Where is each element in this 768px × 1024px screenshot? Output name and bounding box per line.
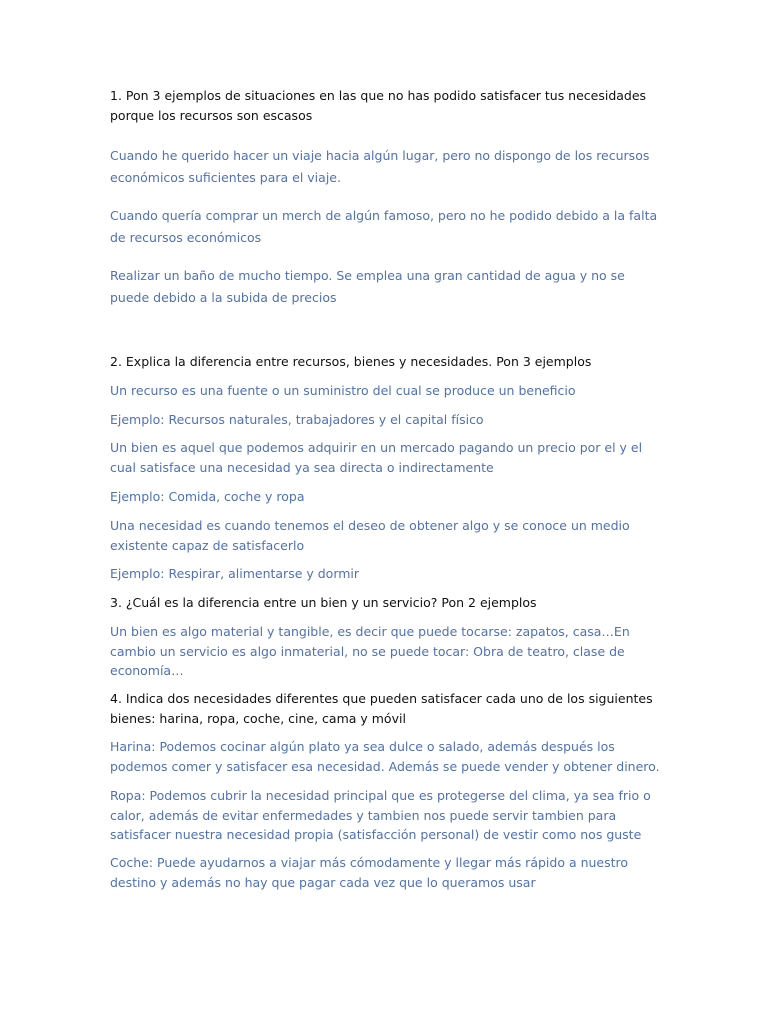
answer-4-2: Ropa: Podemos cubrir la necesidad principal que es protegerse del clima, ya sea frio o calor, además de evitar enfermedades y tambien nos puede servir tambien para satisfacer nuestra necesidad propia (satisfacción personal) de vestir como nos guste — [110, 788, 651, 842]
question-3: 3. ¿Cuál es la diferencia entre un bien y un servicio? Pon 2 ejemplos — [110, 595, 537, 610]
answer-4-1: Harina: Podemos cocinar algún plato ya sea dulce o salado, además después los podemos comer y satisfacer esa necesidad. Además se puede vender y obtener dinero. — [110, 739, 660, 774]
answer-2-2: Ejemplo: Recursos naturales, trabajadores y el capital físico — [110, 412, 484, 427]
answer-1-3: Realizar un baño de mucho tiempo. Se emplea una gran cantidad de agua y no se puede debido a la subida de precios — [110, 268, 625, 305]
question-1: 1. Pon 3 ejemplos de situaciones en las que no has podido satisfacer tus necesidades porque los recursos son escasos — [110, 88, 647, 123]
answer-2-3: Un bien es aquel que podemos adquirir en un mercado pagando un precio por el y el cual satisface una necesidad ya sea directa o indirectamente — [110, 440, 643, 475]
answer-3-1: Un bien es algo material y tangible, es decir que puede tocarse: zapatos, casa…En cambio un servicio es algo inmaterial, no se puede tocar: Obra de teatro, clase de economía… — [110, 624, 630, 678]
answer-2-1: Un recurso es una fuente o un suministro del cual se produce un beneficio — [110, 383, 576, 398]
answer-1-1: Cuando he querido hacer un viaje hacia algún lugar, pero no dispongo de los recursos económicos suficientes para el viaje. — [110, 148, 650, 185]
answer-2-6: Ejemplo: Respirar, alimentarse y dormir — [110, 566, 360, 581]
answer-2-5: Una necesidad es cuando tenemos el deseo de obtener algo y se conoce un medio existente capaz de satisfacerlo — [110, 518, 630, 553]
question-2: 2. Explica la diferencia entre recursos, bienes y necesidades. Pon 3 ejemplos — [110, 354, 592, 369]
question-4: 4. Indica dos necesidades diferentes que pueden satisfacer cada uno de los siguientes bienes: harina, ropa, coche, cine, cama y móvil — [110, 691, 653, 726]
answer-1-2: Cuando quería comprar un merch de algún famoso, pero no he podido debido a la falta de recursos económicos — [110, 208, 658, 245]
answer-4-3: Coche: Puede ayudarnos a viajar más cómodamente y llegar más rápido a nuestro destino y además no hay que pagar cada vez que lo queramos usar — [110, 855, 629, 890]
answer-2-4: Ejemplo: Comida, coche y ropa — [110, 489, 305, 504]
